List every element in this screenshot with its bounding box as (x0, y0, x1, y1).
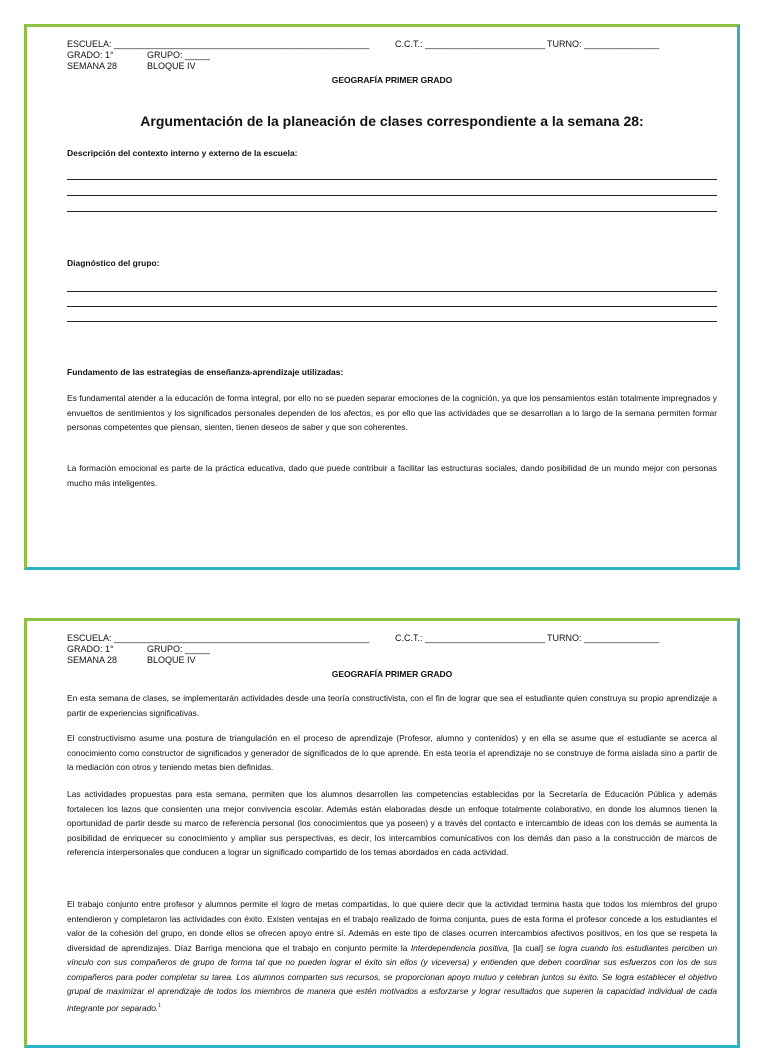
cct-field: C.C.T.: ________________________ (395, 633, 546, 643)
context-line-1 (67, 179, 717, 180)
footnote-marker: 1 (158, 1002, 162, 1009)
bracket-text: [la cual] (509, 942, 547, 953)
diagnostico-line-2 (67, 306, 717, 307)
fundamento-paragraph-2: La formación emocional es parte de la práctica educativa, dado que puede contribuir a facilitar las estructuras sociales, dando posibilidad de un mundo mejor con personas mucho más inteligentes. (67, 463, 717, 488)
bloque-field: BLOQUE IV (147, 655, 196, 665)
context-line-2 (67, 195, 717, 196)
turno-field: TURNO: _______________ (547, 633, 660, 643)
fundamento-section-title: Fundamento de las estrategias de enseñanza-aprendizaje utilizadas: (67, 367, 344, 377)
paragraph-4-text: El trabajo conjunto entre profesor y alumnos permite el logro de metas compartidas, lo que quiere decir que la actividad termina hasta que todos los miembros del grupo entendieron y completaron las actividades con éxito. Existen ventajas en el trabajo realizado de forma conjunta, pues de esta forma el profesor concede a los estudiantes el valor de la cohesión del grupo, en donde ellos se ofrecen apoyo entre sí. Además en este tipo de clases ocurren intercambios afectivos positivos, en los que se respeta la diversidad de aprendizajes. Díaz Barriga menciona que el trabajo en conjunto permite la (67, 899, 717, 953)
semana-field: SEMANA 28 (67, 655, 118, 665)
diagnostico-line-3 (67, 321, 717, 322)
body-paragraph-4 (67, 897, 717, 1015)
body-paragraph-3: Las actividades propuestas para esta semana, permiten que los alumnos desarrollen las competencias establecidas por la Secretaría de Educación Pública y además fortalecen los lazos que consienten una mejor convivencia escolar. Además están elaboradas desde un enfoque totalmente colaborativo, en donde los alumnos tienen la oportunidad de partir desde su marco de referencia personal (los conocimientos que ya poseen) y a través del contacto e intercambio de ideas con los demás se aumenta la posibilidad de enriquecer su conocimiento y ampliar sus perspectivas, es decir, los intercambios comunicativos con los demás dan paso a la construcción de marcos de referencia interpersonales que conducen a lograr un significado compartido de los temas abordados en cada actividad. (67, 789, 717, 857)
document-title: Argumentación de la planeación de clases correspondiente a la semana 28: (140, 113, 644, 129)
body-paragraph-2: El constructivismo asume una postura de triangulación en el proceso de aprendizaje (Profesor, alumno y contenidos) y en ella se asume que el estudiante se acerca al conocimiento como constructor de significados y generador de significados de lo que aprende. En esta teoría el aprendizaje no se construye de forma aislada sino a partir de la mediación con otros y teniendo metas bien definidas. (67, 733, 717, 772)
subject-heading: GEOGRAFÍA PRIMER GRADO (331, 75, 453, 85)
escuela-field: ESCUELA: ___________________________________________________ (67, 633, 370, 643)
interdependencia-term: Interdependencia positiva, (410, 942, 510, 953)
grupo-field: GRUPO: _____ (147, 644, 211, 654)
document-page-1 (24, 24, 740, 570)
grado-field: GRADO: 1° (67, 644, 114, 654)
body-paragraph-1: En esta semana de clases, se implementarán actividades desde una teoría constructivista, con el fin de lograr que sea el estudiante quien construya su propio aprendizaje a partir de experiencias significativas. (67, 693, 717, 718)
grupo-field: GRUPO: _____ (147, 50, 211, 60)
grado-field: GRADO: 1° (67, 50, 114, 60)
bloque-field: BLOQUE IV (147, 61, 196, 71)
turno-field: TURNO: _______________ (547, 39, 660, 49)
escuela-field: ESCUELA: ___________________________________________________ (67, 39, 370, 49)
diagnostico-section-title: Diagnóstico del grupo: (67, 258, 160, 268)
cct-field: C.C.T.: ________________________ (395, 39, 546, 49)
diaz-barriga-quote: se logra cuando los estudiantes perciben un vínculo con sus compañeros de grupo de forma tal que no pueden lograr el éxito sin ellos (y viceversa) y entienden que deben coordinar sus esfuerzos con los de sus compañeros para poder completar su tarea. Los alumnos comparten sus recursos, se proporcionan apoyo mutuo y celebran juntos su éxito. Se logra establecer el objetivo grupal de maximizar el aprendizaje de todos los miembros de manera que estén motivados a esforzarse y lograr resultados que superen la capacidad individual de cada integrante por separado. (67, 942, 717, 1013)
document-page-2 (24, 618, 740, 1048)
context-line-3 (67, 211, 717, 212)
subject-heading: GEOGRAFÍA PRIMER GRADO (331, 669, 453, 679)
context-section-title: Descripción del contexto interno y externo de la escuela: (67, 148, 298, 158)
semana-field: SEMANA 28 (67, 61, 118, 71)
diagnostico-line-1 (67, 291, 717, 292)
fundamento-paragraph-1: Es fundamental atender a la educación de forma integral, por ello no se pueden separar emociones de la cognición, ya que los pensamientos están totalmente impregnados y envueltos de sentimientos y los significados personales dependen de los afectos, es por ello que las actividades que se desarrollan a lo largo de la semana permiten formar personas competentes que piensan, sienten, tienen deseos de saber y que son coherentes. (67, 393, 717, 432)
